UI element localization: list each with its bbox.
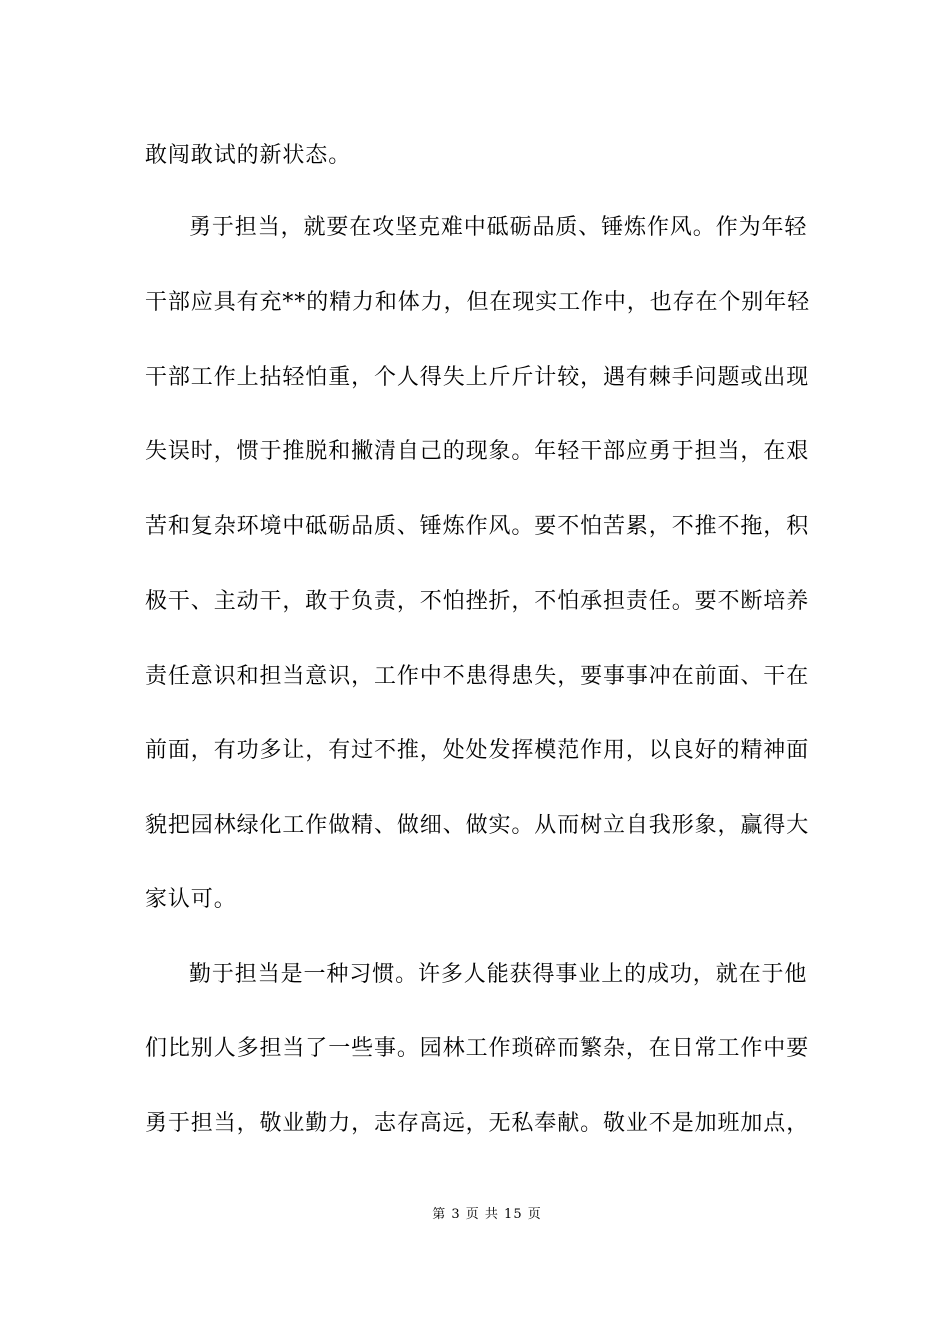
text-line: 家认可。 (145, 887, 237, 912)
text-line: 干部应具有充**的精力和体力，但在现实工作中，也存在个别年轻 (145, 290, 811, 315)
text-line: 们比别人多担当了一些事。园林工作琐碎而繁杂，在日常工作中要 (145, 1036, 810, 1061)
text-line: 责任意识和担当意识，工作中不患得患失，要事事冲在前面、干在 (145, 664, 810, 689)
text-line: 敢闯敢试的新状态。 (145, 143, 352, 168)
text-line: 极干、主动干，敢于负责，不怕挫折，不怕承担责任。要不断培养 (145, 589, 810, 614)
text-line: 勤于担当是一种习惯。许多人能获得事业上的成功，就在于他 (189, 962, 808, 987)
text-line: 勇于担当，就要在攻坚克难中砥砺品质、锤炼作风。作为年轻 (189, 215, 808, 240)
text-line: 貌把园林绿化工作做精、做细、做实。从而树立自我形象，赢得大 (145, 813, 810, 838)
page-number-footer: 第 3 页 共 15 页 (432, 1207, 542, 1222)
text-line: 勇于担当，敬业勤力，志存高远，无私奉献。敬业不是加班加点， (145, 1111, 810, 1136)
text-line: 苦和复杂环境中砥砺品质、锤炼作风。要不怕苦累，不推不拖，积 (145, 514, 810, 539)
text-line: 失误时，惯于推脱和撇清自己的现象。年轻干部应勇于担当，在艰 (145, 439, 810, 464)
text-line: 干部工作上拈轻怕重，个人得失上斤斤计较，遇有棘手问题或出现 (145, 365, 810, 390)
text-line: 前面，有功多让，有过不推，处处发挥模范作用，以良好的精神面 (145, 738, 810, 763)
